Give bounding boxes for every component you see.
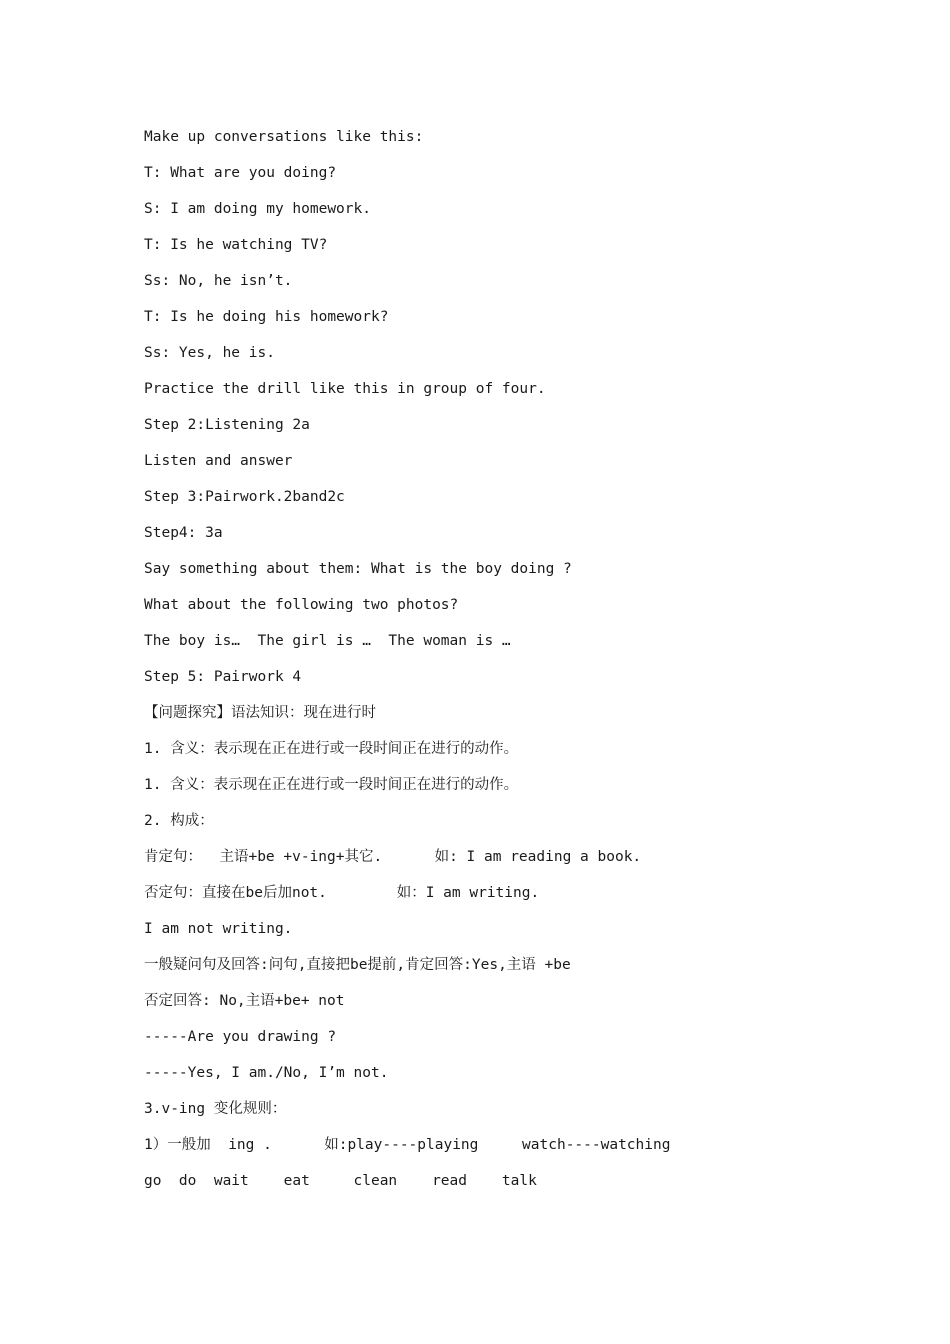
text-line: Step 5: Pairwork 4 — [144, 669, 302, 685]
text-line: Practice the drill like this in group of four. — [144, 381, 546, 397]
text-line: 否定句：直接在be后加not. 如：I am writing. — [144, 885, 540, 901]
text-line: go do wait eat clean read talk — [144, 1173, 537, 1189]
text-line: 2. 构成： — [144, 813, 214, 829]
text-line: Step 3:Pairwork.2band2c — [144, 489, 345, 505]
text-line: 否定回答: No,主语+be+ not — [144, 993, 345, 1009]
text-line: I am not writing. — [144, 921, 293, 937]
text-line: 1）一般加 ing . 如:play----playing watch----watching — [144, 1137, 671, 1153]
text-line: T: Is he doing his homework? — [144, 309, 389, 325]
text-line: The boy is… The girl is … The woman is … — [144, 633, 511, 649]
text-line: 一般疑问句及回答:问句,直接把be提前,肯定回答:Yes,主语 +be — [144, 957, 571, 973]
section-heading: 【问题探究】语法知识：现在进行时 — [144, 705, 376, 721]
text-line: Step4: 3a — [144, 525, 223, 541]
text-line: Say something about them: What is the boy doing ? — [144, 561, 572, 577]
document-body — [144, 127, 844, 1207]
text-line: Ss: No, he isn’t. — [144, 273, 293, 289]
text-line: What about the following two photos? — [144, 597, 459, 613]
text-line: Ss: Yes, he is. — [144, 345, 275, 361]
text-line: -----Yes, I am./No, I’m not. — [144, 1065, 389, 1081]
text-line: Listen and answer — [144, 453, 293, 469]
text-line: 肯定句： 主语+be +v-ing+其它. 如: I am reading a book. — [144, 849, 642, 865]
text-line: Step 2:Listening 2a — [144, 417, 310, 433]
text-line: -----Are you drawing ? — [144, 1029, 337, 1045]
text-line: 3.v-ing 变化规则： — [144, 1101, 287, 1117]
text-line: 1. 含义：表示现在正在进行或一段时间正在进行的动作。 — [144, 741, 519, 757]
text-line: 1. 含义：表示现在正在进行或一段时间正在进行的动作。 — [144, 777, 519, 793]
text-line: T: Is he watching TV? — [144, 237, 328, 253]
text-line: Make up conversations like this: — [144, 129, 424, 145]
text-line: S: I am doing my homework. — [144, 201, 371, 217]
text-line: T: What are you doing? — [144, 165, 337, 181]
